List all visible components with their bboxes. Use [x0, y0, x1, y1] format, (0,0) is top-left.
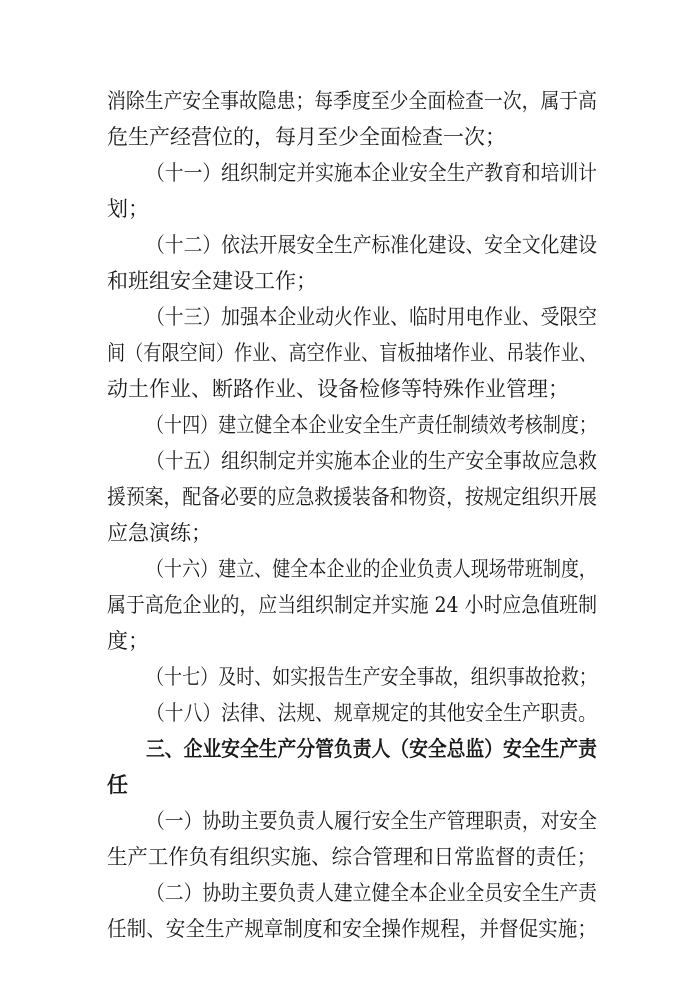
text-line-content: 生产工作负有组织实施、综合管理和日常监督的责任； [107, 845, 597, 869]
section-heading [0, 765, 700, 805]
text-line-content: （二）协助主要负责人建立健全本企业全员安全生产责 [146, 881, 597, 905]
text-line [0, 153, 700, 193]
text-line [0, 513, 700, 553]
text-line [0, 297, 700, 337]
text-line-content: （十一）组织制定并实施本企业安全生产教育和培训计 [146, 161, 597, 185]
text-line [0, 189, 700, 229]
text-line [0, 657, 700, 697]
text-line [0, 621, 700, 661]
text-line-content: （十七）及时、如实报告生产安全事故，组织事故抢救； [146, 665, 597, 689]
text-line-content: 任制、安全生产规章制度和安全操作规程，并督促实施； [107, 917, 597, 941]
text-line-content: 间（有限空间）作业、高空作业、盲板抽堵作业、吊装作业、 [107, 341, 598, 365]
text-line-content: 应急演练； [107, 521, 212, 545]
text-line-content: （十四）建立健全本企业安全生产责任制绩效考核制度； [146, 413, 597, 437]
text-line-content: （一）协助主要负责人履行安全生产管理职责，对安全 [146, 809, 597, 833]
text-line-content: 和班组安全建设工作； [107, 269, 317, 293]
text-line [0, 477, 700, 517]
text-line-content: （十六）建立、健全本企业的企业负责人现场带班制度， [146, 557, 597, 581]
text-line [0, 837, 700, 877]
text-line [0, 369, 700, 409]
text-line [0, 441, 700, 481]
text-line [0, 693, 700, 733]
text-line-content: 援预案，配备必要的应急救援装备和物资，按规定组织开展 [107, 485, 597, 509]
section-heading-text: 三、企业安全生产分管负责人（安全总监）安全生产责 [146, 737, 597, 761]
text-line-content: 动土作业、断路作业、设备检修等特殊作业管理； [107, 377, 569, 401]
text-line-content: （十二）依法开展安全生产标准化建设、安全文化建设 [146, 233, 597, 257]
text-line [0, 81, 700, 121]
section-heading-text: 任 [107, 773, 128, 797]
text-line-content: 消除生产安全事故隐患；每季度至少全面检查一次，属于高 [107, 89, 597, 113]
section-heading [0, 729, 700, 769]
text-line-content: 度； [107, 629, 149, 653]
text-line [0, 261, 700, 301]
text-line [0, 405, 700, 445]
text-line-content: （十五）组织制定并实施本企业的生产安全事故应急救 [146, 449, 597, 473]
text-line-content: 危生产经营位的，每月至少全面检查一次； [107, 125, 506, 149]
text-line [0, 117, 700, 157]
text-line [0, 909, 700, 949]
text-line-content: （十三）加强本企业动火作业、临时用电作业、受限空 [146, 305, 597, 329]
text-line [0, 549, 700, 589]
text-line-content: 属于高危企业的，应当组织制定并实施 24 小时应急值班制 [107, 593, 597, 617]
text-line [0, 225, 700, 265]
text-line-content: 划； [107, 197, 149, 221]
text-line [0, 333, 700, 373]
text-line-content: （十八）法律、法规、规章规定的其他安全生产职责。 [146, 701, 597, 725]
text-line [0, 801, 700, 841]
text-line [0, 873, 700, 913]
text-line [0, 585, 700, 625]
